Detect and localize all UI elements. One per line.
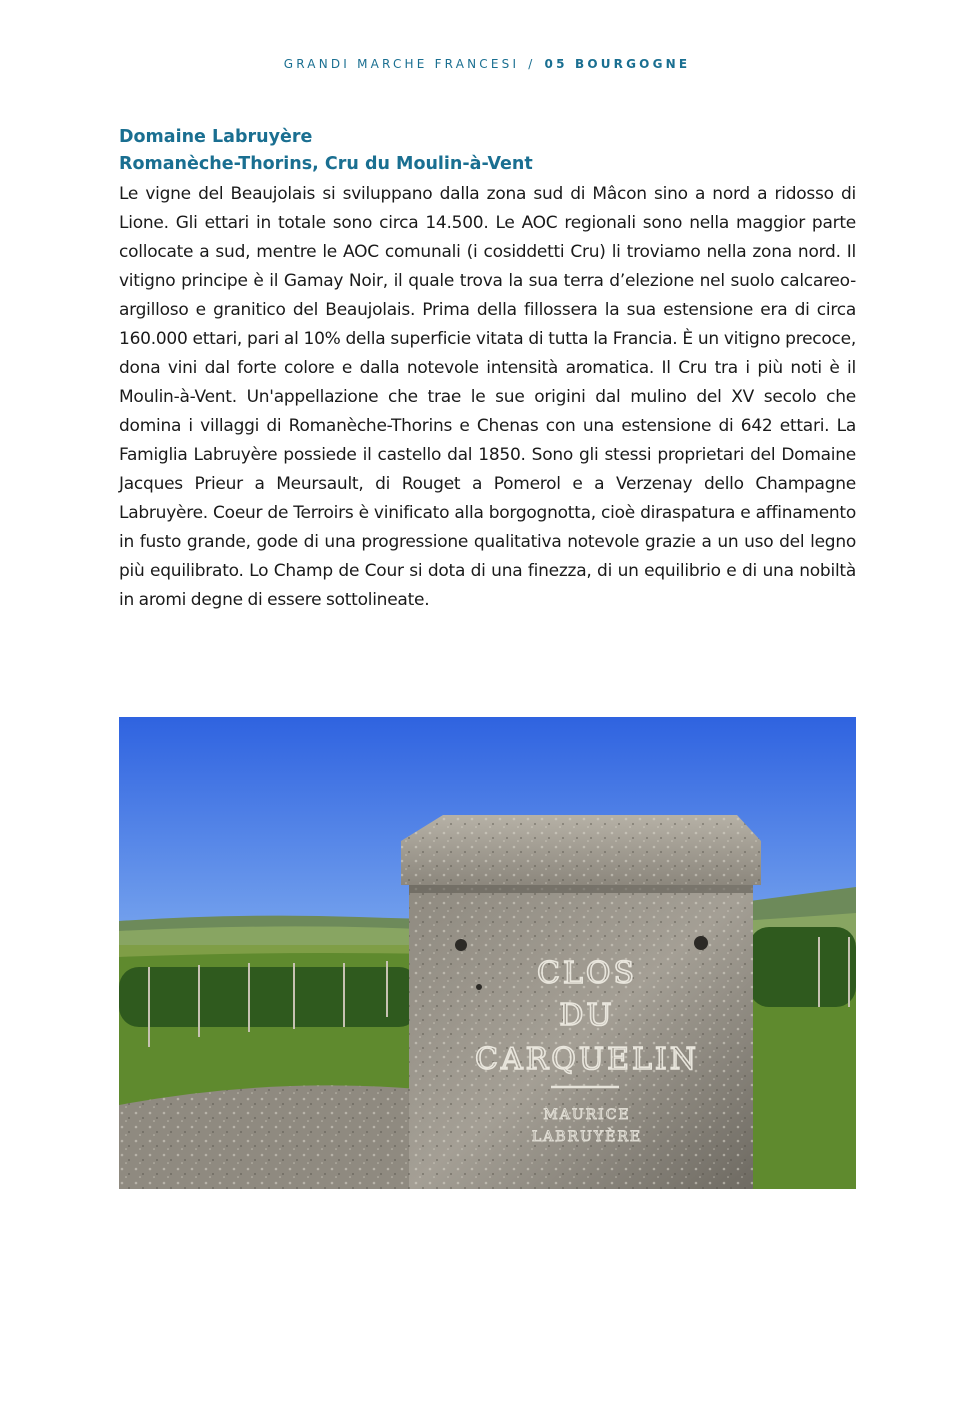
header-separator: / — [528, 57, 536, 71]
stone-carving-line3: CARQUELIN — [474, 1042, 700, 1077]
article-title: Domaine Labruyère — [119, 127, 313, 147]
running-header — [0, 57, 974, 71]
article-subtitle: Romanèche-Thorins, Cru du Moulin-à-Vent — [119, 154, 533, 174]
header-series: GRANDI MARCHE FRANCESI — [283, 57, 520, 71]
stone-carving-small2: LABRUYÈRE — [531, 1129, 643, 1145]
stone-marker-illustration — [119, 717, 856, 1189]
stone-carving-small1: MAURICE — [543, 1107, 631, 1123]
article-body: Le vigne del Beaujolais si sviluppano dalla zona sud di Mâcon sino a nord a ridosso di Lione. Gli ettari in totale sono circa 14.500. Le AOC regionali sono nella maggior parte collocate a sud, mentre le AOC comunali (i cosiddetti Cru) li troviamo nella zona nord. Il vitigno principe è il Gamay Noir, il quale trova la sua terra d’elezione nel suolo calcareo-argilloso e granitico del Beaujolais. Prima della fillossera la sua estensione era di circa 160.000 ettari, pari al 10% della superficie vitata di tutta la Francia. È un vitigno precoce, dona vini dal forte colore e dalla notevole intensità aromatica. Il Cru tra i più noti è il Moulin-à-Vent. Un'appellazione che trae le sue origini dal mulino del XV secolo che domina i villaggi di Romanèche-Thorins e Chenas con una estensione di 642 ettari. La Famiglia Labruyère possiede il castello dal 1850. Sono gli stessi proprietari del Domaine Jacques Prieur a Meursault, di Rouget a Pomerol e a Verzenay dello Champagne Labruyère. Coeur de Terroirs è vinificato alla borgognotta, cioè diraspatura e affinamento in fusto grande, gode di una progressione qualitativa notevole grazie a un uso del legno più equilibrato. Lo Champ de Cour si dota di una finezza, di un equilibrio e di una nobiltà in aromi degne di essere sottolineate. — [119, 184, 856, 610]
vineyard-photo — [119, 717, 856, 1189]
header-section: 05 BOURGOGNE — [544, 57, 691, 71]
article — [119, 124, 856, 615]
stone-carving-line2: DU — [559, 998, 615, 1033]
stone-carving-line1: CLOS — [536, 956, 638, 991]
